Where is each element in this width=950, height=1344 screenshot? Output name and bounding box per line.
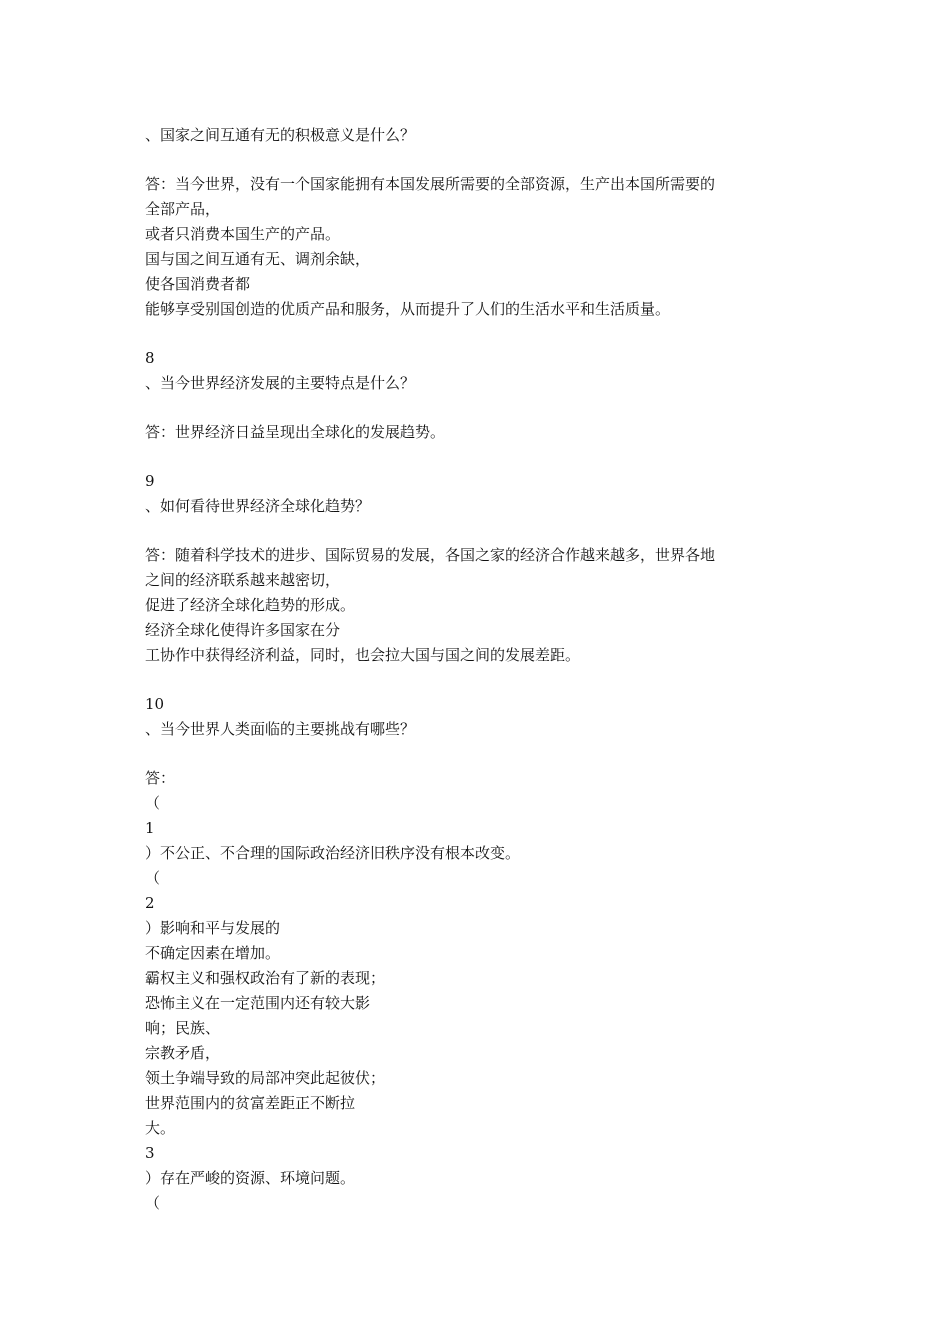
q9-answer-line: 之间的经济联系越来越密切， (145, 571, 341, 589)
q9-question: 、如何看待世界经济全球化趋势？ (145, 497, 371, 515)
paragraph-gap (145, 742, 805, 766)
paragraph-gap (145, 445, 805, 469)
q10-answer-line: 响；民族、 (145, 1019, 221, 1037)
q10-answer-line: （ (145, 794, 161, 812)
q10-answer-line: 2 (145, 894, 155, 912)
q7-answer-line: 使各国消费者都 (145, 275, 251, 293)
q10-answer-line: 3 (145, 1144, 155, 1162)
q9-number: 9 (145, 472, 155, 490)
q9-answer-line: 经济全球化使得许多国家在分 (145, 621, 341, 639)
q8-question: 、当今世界经济发展的主要特点是什么？ (145, 374, 416, 392)
document-body (145, 123, 805, 1216)
q9-answer-line: 工协作中获得经济利益，同时，也会拉大国与国之间的发展差距。 (145, 646, 581, 664)
paragraph-gap (145, 148, 805, 172)
q10-answer-line: 答： (145, 769, 176, 787)
paragraph-gap (145, 519, 805, 543)
q10-answer-line: 宗教矛盾， (145, 1044, 221, 1062)
q10-answer-line: 霸权主义和强权政治有了新的表现； (145, 969, 386, 987)
q8-answer-line: 答：世界经济日益呈现出全球化的发展趋势。 (145, 423, 446, 441)
q10-answer-line: ）不公正、不合理的国际政治经济旧秩序没有根本改变。 (145, 844, 521, 862)
q10-answer-line: ）存在严峻的资源、环境问题。 (145, 1169, 356, 1187)
q10-answer-line: （ (145, 1194, 161, 1212)
q10-answer-line: 1 (145, 819, 155, 837)
q7-question: 、国家之间互通有无的积极意义是什么？ (145, 126, 416, 144)
q10-answer-line: 领土争端导致的局部冲突此起彼伏； (145, 1069, 386, 1087)
q10-question: 、当今世界人类面临的主要挑战有哪些？ (145, 720, 416, 738)
paragraph-gap (145, 396, 805, 420)
q7-answer-line: 能够享受别国创造的优质产品和服务，从而提升了人们的生活水平和生活质量。 (145, 300, 671, 318)
q10-answer-line: 不确定因素在增加。 (145, 944, 281, 962)
q8-number: 8 (145, 349, 155, 367)
q9-answer-line: 促进了经济全球化趋势的形成。 (145, 596, 356, 614)
q7-answer-line: 国与国之间互通有无、调剂余缺， (145, 250, 371, 268)
paragraph-gap (145, 322, 805, 346)
q10-answer-line: 恐怖主义在一定范围内还有较大影 (145, 994, 371, 1012)
q7-answer-line: 全部产品， (145, 200, 221, 218)
q7-answer-line: 答：当今世界，没有一个国家能拥有本国发展所需要的全部资源，生产出本国所需要的 (145, 175, 716, 193)
paragraph-gap (145, 668, 805, 692)
q7-answer-line: 或者只消费本国生产的产品。 (145, 225, 341, 243)
q10-answer-line: （ (145, 869, 161, 887)
q10-answer-line: ）影响和平与发展的 (145, 919, 281, 937)
q10-number: 10 (145, 695, 165, 713)
q10-answer-line: 世界范围内的贫富差距正不断拉 (145, 1094, 356, 1112)
q9-answer-line: 答：随着科学技术的进步、国际贸易的发展，各国之家的经济合作越来越多，世界各地 (145, 546, 716, 564)
q10-answer-line: 大。 (145, 1119, 176, 1137)
